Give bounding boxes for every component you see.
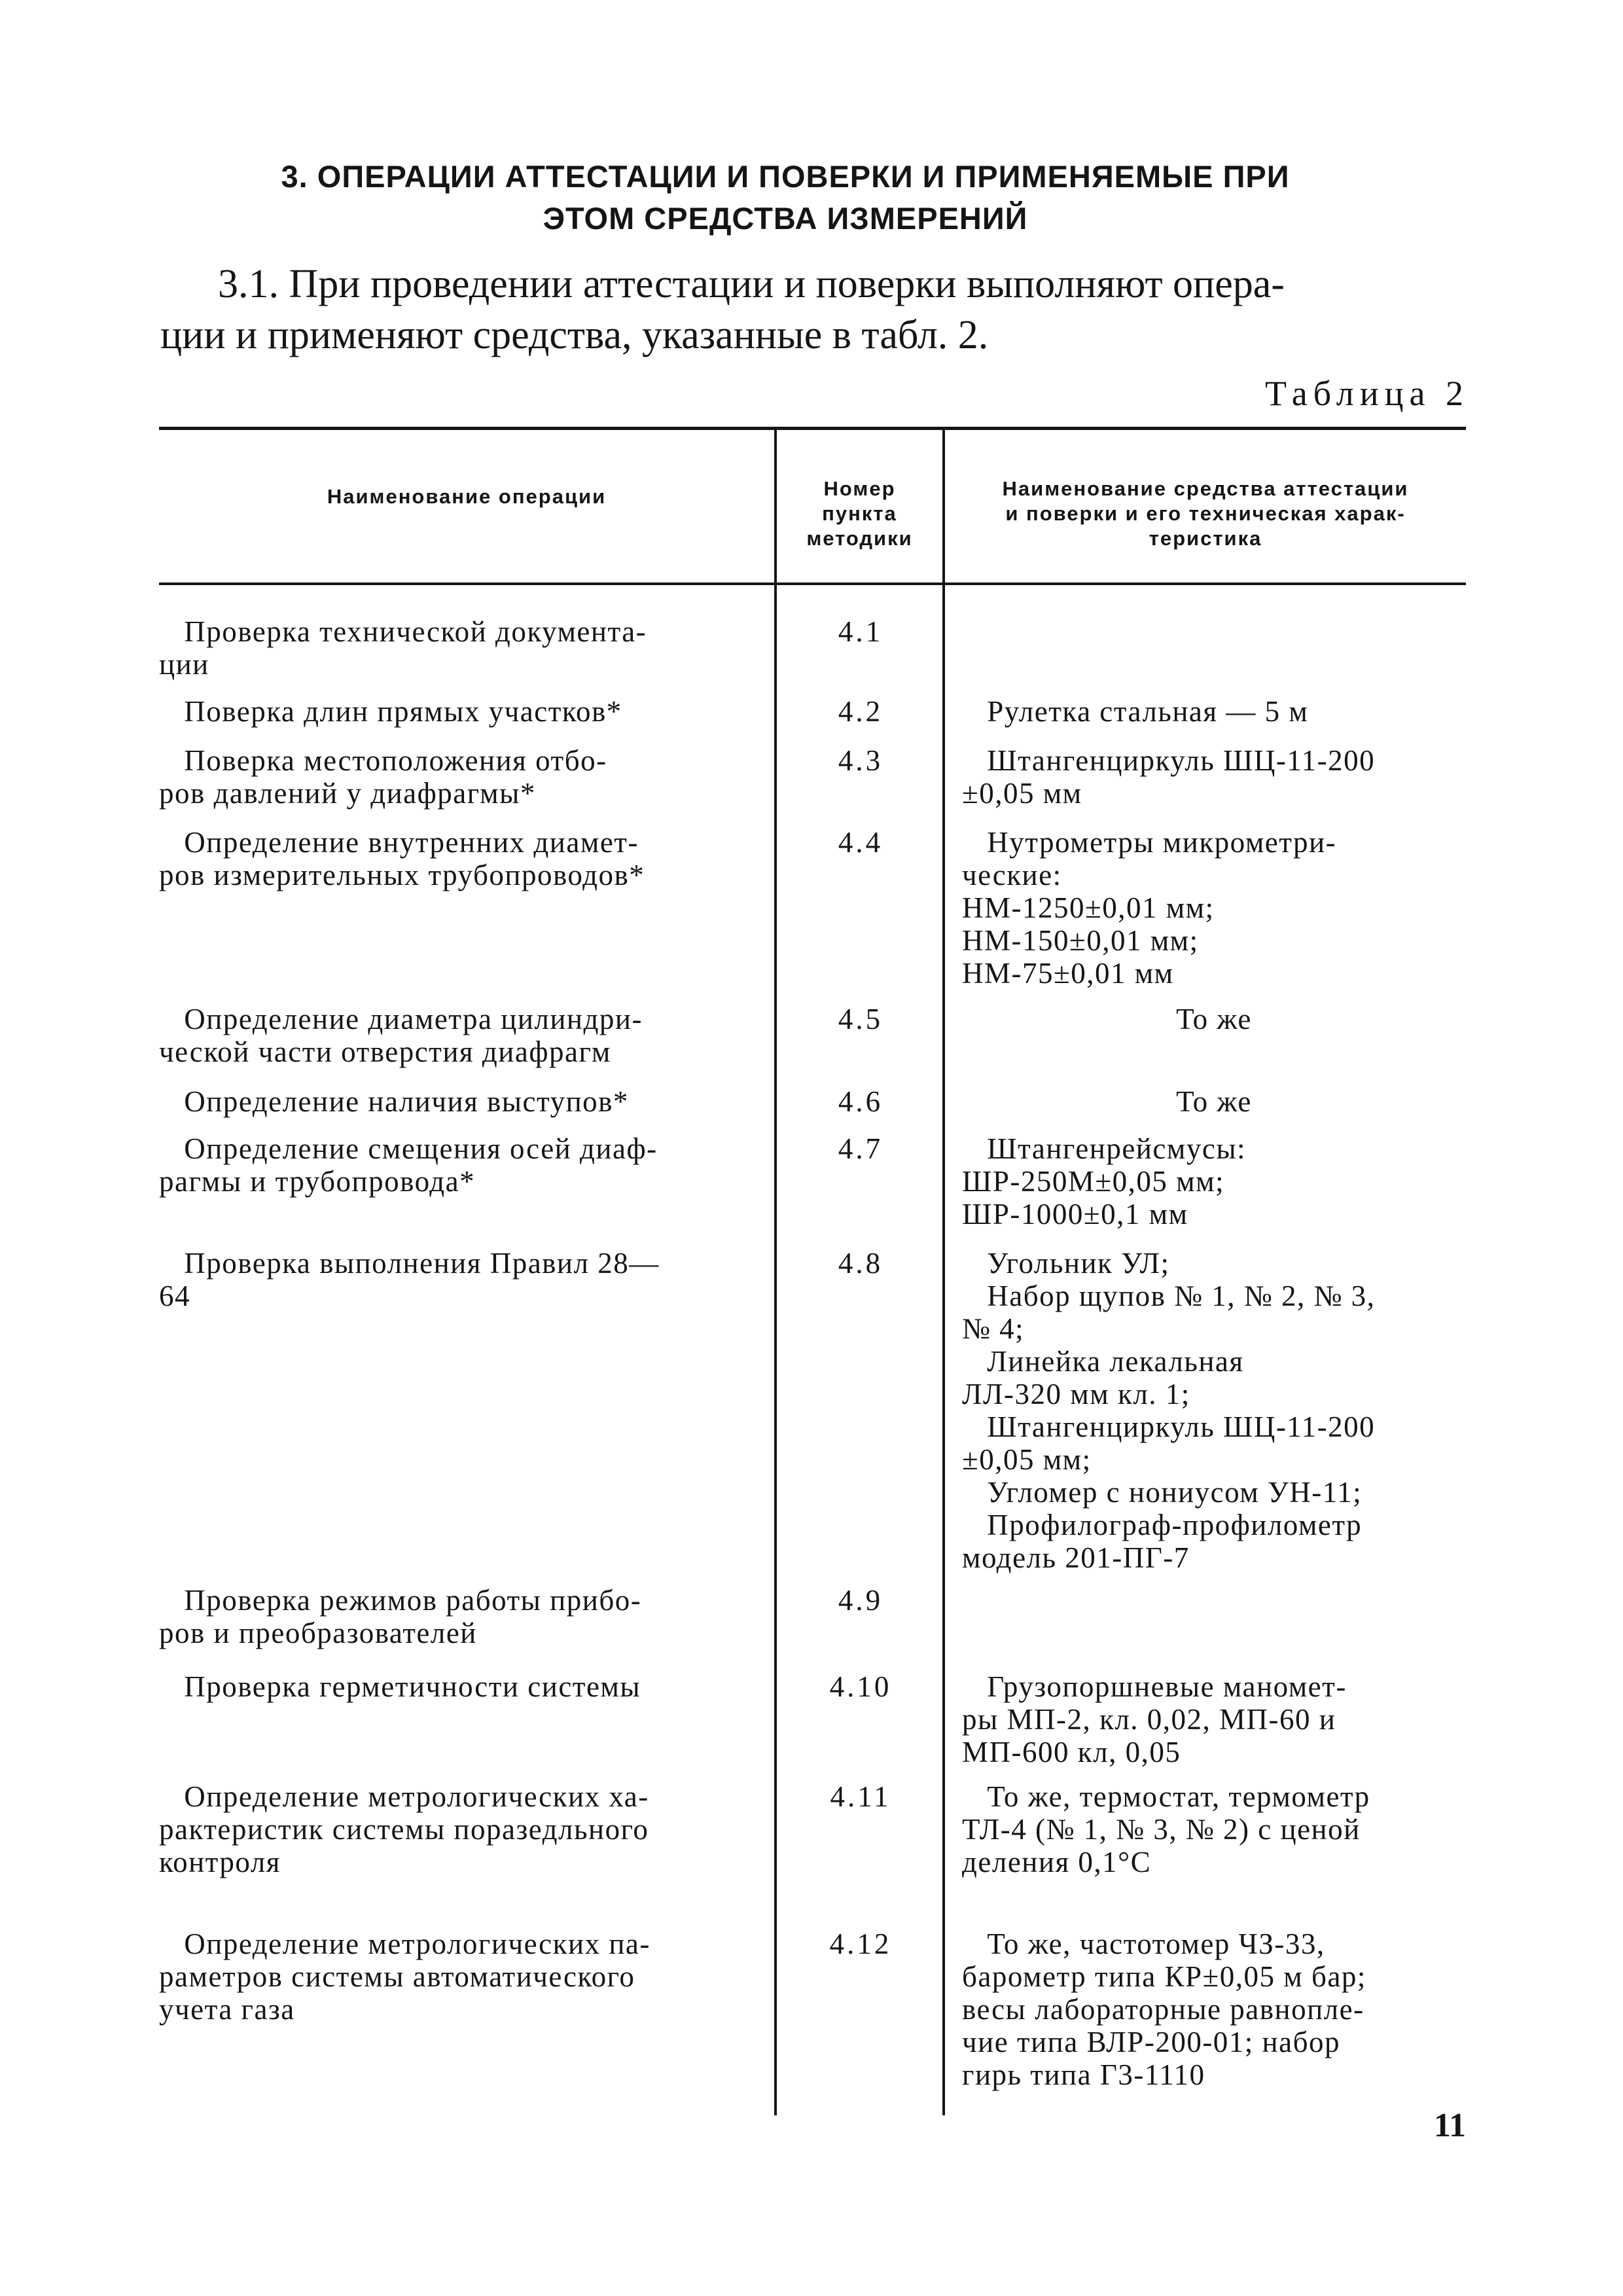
- table-caption: Таблица 2: [1265, 374, 1469, 413]
- means-cell: [962, 1928, 1466, 2091]
- operation-name-line: Определение метрологических ха-: [159, 1780, 649, 1813]
- means-line: Линейка лекальная: [962, 1345, 1244, 1378]
- means-cell: [962, 1132, 1466, 1230]
- means-line: То же: [1176, 1085, 1252, 1118]
- method-item-number-cell: 4.5: [838, 1003, 883, 1035]
- method-item-number-cell: 4.4: [838, 826, 883, 859]
- operation-name-line: Проверка технической документа-: [159, 615, 647, 648]
- operation-name-line: Определение метрологических па-: [159, 1928, 651, 1960]
- means-line: ±0,05 мм;: [962, 1443, 1092, 1476]
- header-means-line-3: теристика: [1149, 527, 1262, 550]
- table-header-rule: [159, 583, 1466, 585]
- means-line: НМ-75±0,01 мм: [962, 957, 1174, 990]
- means-line: То же, термостат, термометр: [962, 1780, 1370, 1813]
- means-line: ры МП-2, кл. 0,02, МП-60 и: [962, 1703, 1336, 1736]
- operation-name-cell: [159, 695, 761, 728]
- operation-name-line: учета газа: [159, 1993, 295, 2026]
- intro-paragraph: [160, 259, 1463, 361]
- section-heading-line-2: ЭТОМ СРЕДСТВА ИЗМЕРЕНИЙ: [543, 201, 1028, 236]
- means-line: НМ-150±0,01 мм;: [962, 924, 1199, 957]
- means-line: Штангенциркуль ШЦ-11-200: [962, 744, 1376, 777]
- column-divider-2: [942, 427, 945, 2115]
- means-cell: [962, 695, 1466, 728]
- means-line: Угломер с нониусом УН-11;: [962, 1476, 1363, 1509]
- intro-line-2: ции и применяют средства, указанные в табл. 2.: [160, 313, 989, 357]
- means-cell: [962, 1003, 1466, 1035]
- operation-name-line: Поверка длин прямых участков*: [159, 695, 622, 728]
- method-item-number-cell: 4.1: [838, 615, 883, 648]
- header-operation-name-text: Наименование операции: [327, 485, 607, 508]
- means-line: Штангенрейсмусы:: [962, 1132, 1247, 1165]
- operation-name-cell: [159, 1132, 761, 1198]
- means-line: ШР-250М±0,05 мм;: [962, 1165, 1225, 1198]
- means-cell: [962, 826, 1466, 990]
- section-heading: [164, 156, 1407, 240]
- header-means-line-1: Наименование средства аттестации: [1002, 477, 1409, 500]
- operation-name-cell: [159, 1247, 761, 1312]
- column-divider-1: [774, 427, 777, 2115]
- means-line: Нутрометры микрометри-: [962, 826, 1337, 859]
- operation-name-cell: [159, 1928, 761, 2026]
- means-line: Профилограф-профилометр: [962, 1509, 1363, 1541]
- operation-name-cell: [159, 1584, 761, 1649]
- operation-name-line: Определение диаметра цилиндри-: [159, 1003, 643, 1035]
- operation-name-line: Определение внутренних диамет-: [159, 826, 639, 859]
- means-line: модель 201-ПГ-7: [962, 1541, 1190, 1574]
- operation-name-cell: [159, 1780, 761, 1878]
- method-item-number-cell: 4.8: [838, 1247, 883, 1280]
- means-line: МП-600 кл, 0,05: [962, 1736, 1181, 1768]
- operation-name-cell: [159, 1085, 761, 1118]
- means-line: То же, частотомер ЧЗ-33,: [962, 1928, 1325, 1960]
- means-cell: [962, 1247, 1466, 1574]
- operation-name-line: рактеристик системы поразедльного: [159, 1813, 649, 1846]
- operation-name-line: Определение наличия выступов*: [159, 1085, 629, 1118]
- page-number: 11: [1433, 2107, 1466, 2144]
- table-top-rule: [159, 427, 1466, 430]
- means-line: ±0,05 мм: [962, 777, 1082, 810]
- means-cell: [962, 744, 1466, 810]
- means-line: барометр типа КР±0,05 м бар;: [962, 1960, 1366, 1993]
- header-means: [945, 476, 1466, 551]
- means-line: № 4;: [962, 1312, 1025, 1345]
- operation-name-line: ции: [159, 648, 209, 681]
- header-operation-name: [159, 484, 774, 509]
- operation-name-line: ров измерительных трубопроводов*: [159, 859, 645, 891]
- means-line: Грузопоршневые маномет-: [962, 1670, 1347, 1703]
- operation-name-cell: [159, 615, 761, 681]
- operation-name-cell: [159, 826, 761, 891]
- means-line: НМ-1250±0,01 мм;: [962, 891, 1215, 924]
- operation-name-line: ров и преобразователей: [159, 1617, 477, 1649]
- operation-name-cell: [159, 1670, 761, 1703]
- header-method-item-line-1: Номер: [823, 477, 896, 500]
- header-method-item-line-2: пункта: [822, 502, 897, 525]
- means-line: деления 0,1°С: [962, 1846, 1152, 1878]
- method-item-number-cell: 4.10: [829, 1670, 892, 1703]
- means-line: ЛЛ-320 мм кл. 1;: [962, 1378, 1190, 1410]
- means-line: Рулетка стальная — 5 м: [962, 695, 1309, 728]
- operation-name-cell: [159, 744, 761, 810]
- means-line: То же: [1176, 1003, 1252, 1035]
- operation-name-line: рагмы и трубопровода*: [159, 1165, 476, 1198]
- header-means-line-2: и поверки и его техническая харак-: [1005, 502, 1406, 525]
- operation-name-line: Проверка герметичности системы: [159, 1670, 641, 1703]
- means-cell: [962, 1085, 1466, 1118]
- operation-name-line: Определение смещения осей диаф-: [159, 1132, 658, 1165]
- method-item-number-cell: 4.6: [838, 1085, 883, 1118]
- operation-name-line: контроля: [159, 1846, 281, 1878]
- operation-name-line: Проверка выполнения Правил 28—: [159, 1247, 660, 1280]
- operation-name-line: Поверка местоположения отбо-: [159, 744, 607, 777]
- intro-line-1: 3.1. При проведении аттестации и поверки выполняют опера-: [218, 262, 1285, 306]
- means-line: ТЛ-4 (№ 1, № 3, № 2) с ценой: [962, 1813, 1361, 1846]
- method-item-number-cell: 4.12: [829, 1928, 892, 1960]
- header-method-item: [777, 476, 942, 551]
- method-item-number-cell: 4.11: [830, 1780, 891, 1813]
- section-heading-line-1: 3. ОПЕРАЦИИ АТТЕСТАЦИИ И ПОВЕРКИ И ПРИМЕНЯЕМЫЕ ПРИ: [281, 159, 1290, 194]
- means-cell: [962, 1780, 1466, 1878]
- means-line: Угольник УЛ;: [962, 1247, 1170, 1280]
- operation-name-line: Проверка режимов работы прибо-: [159, 1584, 642, 1617]
- method-item-number-cell: 4.9: [838, 1584, 883, 1617]
- operation-name-line: ческой части отверстия диафрагм: [159, 1035, 611, 1068]
- operation-name-line: ров давлений у диафрагмы*: [159, 777, 536, 810]
- means-line: ШР-1000±0,1 мм: [962, 1198, 1188, 1230]
- operation-name-cell: [159, 1003, 761, 1068]
- means-line: ческие:: [962, 859, 1062, 891]
- method-item-number-cell: 4.7: [838, 1132, 883, 1165]
- header-method-item-line-3: методики: [806, 527, 913, 550]
- means-line: чие типа ВЛР-200-01; набор: [962, 2026, 1341, 2058]
- means-line: гирь типа Г3-1110: [962, 2058, 1205, 2091]
- operation-name-line: раметров системы автоматического: [159, 1960, 635, 1993]
- operation-name-line: 64: [159, 1280, 190, 1312]
- means-cell: [962, 1670, 1466, 1768]
- method-item-number-cell: 4.2: [838, 695, 883, 728]
- means-line: Штангенциркуль ШЦ-11-200: [962, 1410, 1376, 1443]
- method-item-number-cell: 4.3: [838, 744, 883, 777]
- means-line: Набор щупов № 1, № 2, № 3,: [962, 1280, 1376, 1312]
- means-line: весы лабораторные равнопле-: [962, 1993, 1364, 2026]
